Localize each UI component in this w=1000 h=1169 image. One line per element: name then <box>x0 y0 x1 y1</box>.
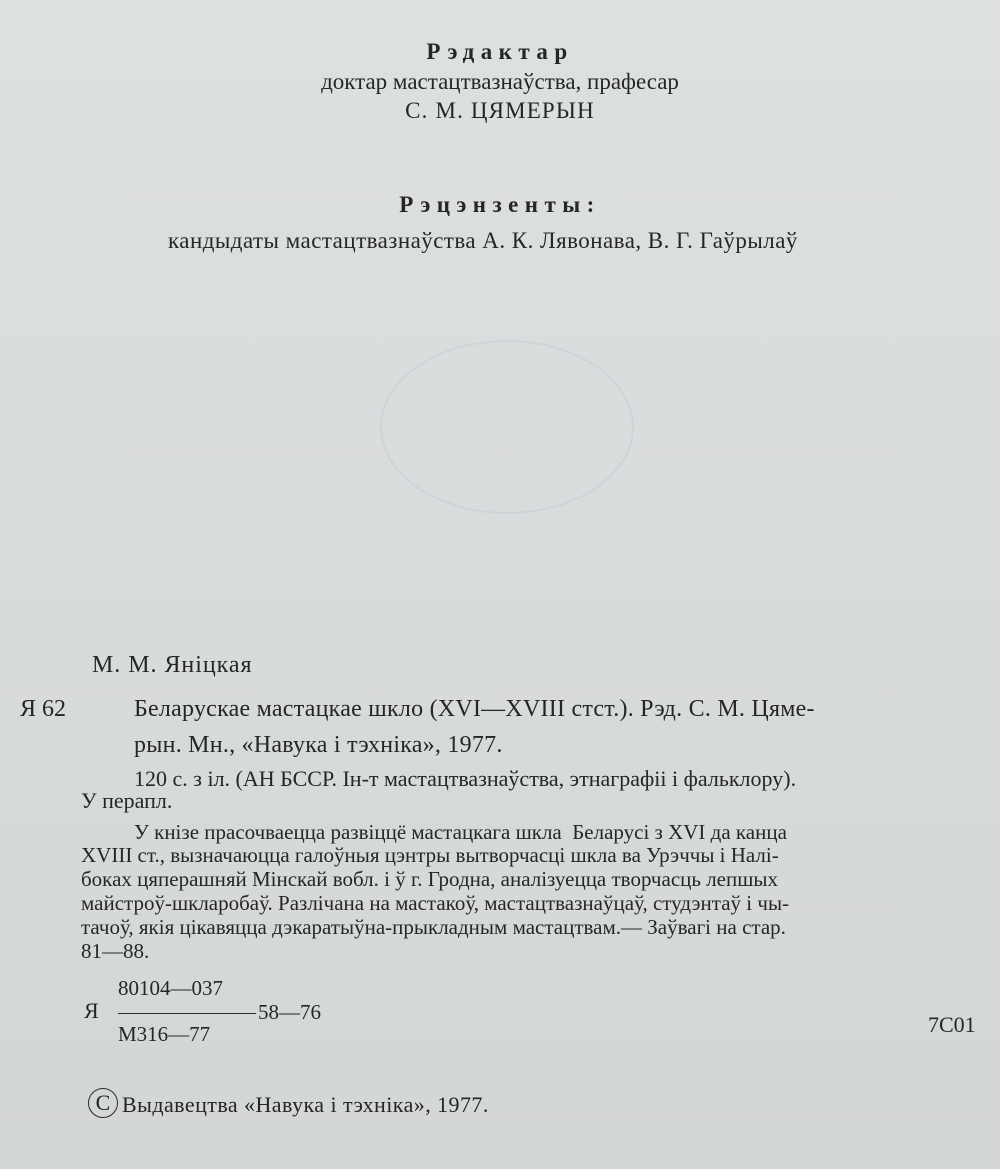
editor-name: С. М. ЦЯМЕРЫН <box>405 98 595 123</box>
reviewers-line: кандыдаты мастацтвазнаўства А. К. Лявонава, В. Г. Гаўрылаў <box>168 228 798 253</box>
title-line-2: рын. Мн., «Навука і тэхніка», 1977. <box>134 732 503 758</box>
title-line-1: Беларускае мастацкае шкло (XVI—XVIII стст.). Рэд. С. М. Цяме- <box>134 696 815 722</box>
abstract-line-6: 81—88. <box>81 939 150 963</box>
code-numerator: 80104—037 <box>118 976 223 1000</box>
fraction-rule <box>118 1013 256 1014</box>
abstract-line-1: У кнізе прасочваецца развіццё мастацкага шкла Беларусі з XVI да канца <box>134 820 787 844</box>
code-letter: Я <box>84 998 99 1023</box>
editor-title: доктар мастацтвазнаўства, прафесар <box>321 69 679 94</box>
copyright-text: Выдавецтва «Навука і тэхніка», 1977. <box>122 1092 489 1117</box>
series-line-2: У перапл. <box>81 788 173 813</box>
code-suffix: 58—76 <box>258 1000 321 1024</box>
abstract-line-4: майстроў-шкларобаў. Разлічана на мастакоў, мастацтвазнаўцаў, студэнтаў і чы- <box>81 891 790 915</box>
abstract-line-5: тачоў, якія цікавяцца дэкаратыўна-прыкладным мастацтвам.— Заўвагі на стар. <box>81 915 786 939</box>
editor-heading: Рэдактар <box>426 39 574 64</box>
series-line-1: 120 с. з іл. (АН БССР. Ін-т мастацтвазнаўства, этнаграфіі і фальклору). <box>134 766 797 791</box>
class-code: 7С01 <box>928 1012 976 1037</box>
abstract-line-2: XVIII ст., вызначаюцца галоўныя цэнтры вытворчасці шкла ва Урэччы і Налі- <box>81 843 779 867</box>
catalog-index: Я 62 <box>20 696 67 722</box>
abstract-line-3: боках цяперашняй Мінскай вобл. і ў г. Гродна, аналізуецца творчасць лепшых <box>81 867 779 891</box>
code-denominator: М316—77 <box>118 1022 211 1046</box>
reviewers-heading: Рэцэнзенты: <box>399 192 601 217</box>
show-through-emblem <box>380 340 634 514</box>
author-name: М. М. Яніцкая <box>92 652 253 678</box>
copyright-symbol-icon: C <box>88 1088 118 1118</box>
